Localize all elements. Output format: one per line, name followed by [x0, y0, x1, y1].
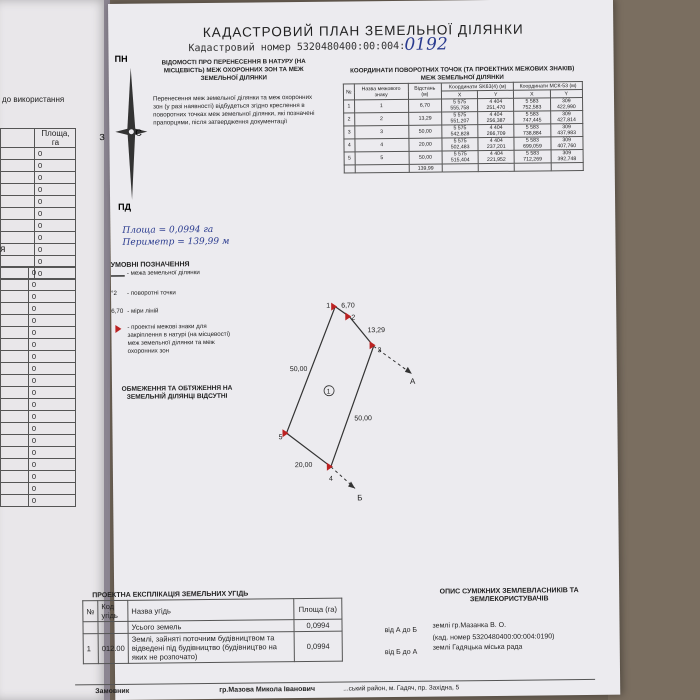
coords-cell-x1: 5 575 542,828 [442, 125, 478, 138]
left-area-value: 0 [28, 459, 75, 471]
coords-cell-x1: 5 575 515,404 [442, 151, 478, 164]
exp-row-value: 0,0994 [294, 631, 342, 662]
coords-cell-y2: 309 427,814 [550, 111, 583, 124]
legend-item-measure: - міри ліній [127, 307, 159, 315]
coords-cell-x1: 5 575 502,483 [442, 138, 478, 151]
dimension-label: 13,29 [367, 327, 386, 335]
left-area-value: 0 [28, 399, 75, 411]
point-label-1: 1 [326, 302, 331, 310]
left-area-value: 0 [28, 339, 75, 351]
page-title: КАДАСТРОВИЙ ПЛАН ЗЕМЕЛЬНОЇ ДІЛЯНКИ [202, 21, 524, 41]
exp-row-name: Землі, зайняті поточним будівництвом та відведені під будівництво (будівництво на яких не розпочато) [128, 632, 294, 664]
restrictions-text: ОБМЕЖЕННЯ ТА ОБТЯЖЕННЯ НА ЗЕМЕЛЬНІЙ ДІЛЯНЦІ ВІДСУТНІ [121, 384, 233, 401]
left-area-cell [1, 303, 29, 315]
left-area-cell [1, 435, 29, 447]
coords-total: 139,99 [409, 164, 442, 172]
left-area-cell [1, 160, 35, 172]
left-area-value: 0 [28, 279, 75, 291]
left-area-value: 0 [28, 267, 75, 279]
coords-heading: КООРДИНАТИ ПОВОРОТНИХ ТОЧОК (ТА ПРОЕКТНИХ МЕЖОВИХ ЗНАКІВ) МЕЖ ЗЕМЕЛЬНОЇ ДІЛЯНКИ [350, 65, 575, 82]
left-area-value: 0 [35, 232, 76, 244]
usage-text: до використання [2, 95, 65, 104]
left-area-cell [1, 172, 35, 184]
left-area-cell [1, 459, 29, 471]
left-area-row [1, 232, 76, 244]
left-area-value: 0 [28, 483, 75, 495]
left-area-value: 0 [28, 471, 75, 483]
left-area-row [1, 327, 76, 339]
exp-col-no: № [83, 601, 98, 622]
left-area-row [1, 471, 76, 483]
coords-cell-x2: 5 583 699,059 [514, 137, 550, 150]
cadastral-number-label: Кадастровий номер 5320480400:00:004: [188, 40, 406, 55]
coords-cell-y2: 309 437,983 [550, 124, 583, 137]
legend-symbol-point: °2 [110, 289, 117, 297]
point-label-5: 5 [278, 434, 283, 442]
parcel-plan-drawing [271, 295, 473, 507]
left-area-cell [1, 387, 29, 399]
direction-a-label: А [409, 376, 416, 386]
left-area-cell [1, 244, 35, 256]
left-area-value: 0 [35, 148, 76, 160]
left-area-row [1, 172, 76, 184]
parcel-boundary [285, 306, 375, 470]
left-area-value: 0 [35, 172, 76, 184]
compass-east: С [135, 127, 142, 138]
neighbors-title: ОПИС СУМІЖНИХ ЗЕМЛЕВЛАСНИКІВ ТА ЗЕМЛЕКОРИСТУВАЧІВ [439, 587, 579, 604]
left-area-cell [1, 184, 35, 196]
exp-col-name: Назва угідь [128, 599, 294, 622]
coords-cell-y1: 4 404 256,387 [478, 111, 514, 124]
exp-col-area: Площа (га) [294, 598, 342, 620]
table-surface [608, 0, 700, 700]
left-area-value: 0 [35, 184, 76, 196]
left-area-value: 0 [35, 244, 76, 256]
left-area-cell [1, 423, 29, 435]
boundary-line-symbol [111, 272, 125, 280]
legend-item-flag: - проектні межові знаки для закріплення в натурі (на місцевості) меж земельної ділянки та меж охоронних зон [127, 322, 231, 355]
coords-cell-sign: 3 [354, 125, 408, 139]
left-area-row [1, 375, 76, 387]
coords-cell-y2: 309 407,760 [550, 137, 583, 150]
left-area-value: 0 [28, 303, 75, 315]
footer-address: ...ський район, м. Гадяч, пр. Західна, 5 [343, 684, 460, 693]
coords-cell-y2: 309 422,990 [550, 98, 583, 111]
point-label-2: 2 [351, 314, 356, 322]
left-area-value: 0 [28, 315, 75, 327]
section-letter: я [0, 244, 6, 255]
coords-cell-sign: 1 [354, 99, 408, 113]
left-area-row [1, 447, 76, 459]
coords-col-sign: Назва межового знаку [354, 83, 408, 100]
coords-cell-x2: 5 583 752,583 [514, 98, 550, 111]
left-area-value: 0 [28, 435, 75, 447]
left-area-value: 0 [28, 327, 75, 339]
neighbor-from-3: від Б до А [384, 648, 418, 657]
dimension-label: 20,00 [294, 461, 313, 470]
left-area-cell [1, 327, 29, 339]
left-area-row [1, 339, 76, 351]
left-area-row [1, 291, 76, 303]
left-area-cell [1, 411, 29, 423]
left-area-cell [1, 208, 35, 220]
exp-col-code: Код угідь [98, 600, 128, 621]
area-text: Площа = 0,0994 га [122, 224, 214, 236]
coords-cell-x2: 5 583 738,884 [514, 124, 550, 137]
left-area-row [1, 267, 76, 279]
left-area-cell [1, 471, 29, 483]
left-area-cell [1, 351, 29, 363]
legend-item-boundary: - межа земельної ділянки [126, 269, 200, 277]
left-area-cell [1, 375, 29, 387]
left-area-row [1, 148, 76, 160]
cadastral-plan-sheet [86, 0, 620, 700]
left-area-cell [1, 196, 35, 208]
left-area-value: 0 [28, 375, 75, 387]
left-area-table-bottom [0, 266, 76, 507]
left-area-value: 0 [35, 160, 76, 172]
coords-cell-n: 5 [344, 152, 355, 165]
left-area-value: 0 [35, 196, 76, 208]
dimension-label: 50,00 [354, 415, 372, 423]
left-area-cell [1, 483, 29, 495]
coords-cell-dist: 6,70 [408, 99, 441, 112]
coords-cell-dist: 13,29 [408, 112, 441, 125]
cadastral-number-suffix: 0192 [404, 34, 448, 55]
coords-col-msk: Координати МСК-53 (м) [514, 82, 583, 91]
left-area-value: 0 [28, 363, 75, 375]
coords-col-y2: Y [550, 90, 583, 98]
left-area-value: 0 [28, 291, 75, 303]
left-area-row [1, 196, 76, 208]
transfer-text: Перенесення меж земельної ділянки та меж охоронних зон (у разі наявності) відбудеться згідно креслення в поворотних точках меж земельної ділянки, які позначені прапорцями, після затвердження документації [152, 93, 315, 127]
left-area-value: 0 [28, 423, 75, 435]
legend-item-point: - поворотні точки [126, 289, 176, 297]
left-area-row [1, 387, 76, 399]
left-area-cell [1, 363, 29, 375]
left-area-row [1, 363, 76, 375]
parcel-number: 1 [326, 388, 331, 396]
perimeter-text: Периметр = 139,99 м [122, 236, 230, 248]
coords-cell-dist: 50,00 [409, 151, 442, 164]
coords-cell-sign: 4 [355, 138, 409, 152]
left-area-row [1, 279, 76, 291]
left-area-row [1, 208, 76, 220]
left-area-cell [1, 339, 29, 351]
coords-cell-n: 2 [344, 113, 355, 126]
left-area-cell [1, 279, 29, 291]
exp-total-label: Усього земель [128, 620, 294, 634]
coords-cell-x1: 5 575 551,207 [442, 112, 478, 125]
point-label-4: 4 [328, 475, 333, 483]
coords-cell-x2: 5 583 712,269 [514, 150, 550, 163]
coords-cell-dist: 50,00 [409, 125, 442, 138]
left-area-cell [1, 495, 29, 507]
coords-col-sk63: Координати SK63(4) (м) [441, 82, 513, 91]
left-area-cell [1, 267, 29, 279]
compass-rose [111, 60, 153, 210]
left-area-cell [1, 148, 35, 160]
left-area-value: 0 [28, 495, 75, 507]
left-area-row [1, 315, 76, 327]
flag-marker-icon [113, 324, 123, 334]
left-area-value: 0 [28, 351, 75, 363]
coords-col-no: № [343, 84, 354, 100]
coords-cell-n: 3 [344, 126, 355, 139]
left-area-cell [1, 220, 35, 232]
left-area-cell [1, 232, 35, 244]
exp-total-value: 0,0994 [294, 619, 342, 632]
left-area-value: 0 [35, 220, 76, 232]
coords-col-x1: X [441, 91, 477, 99]
neighbor-text-2: (кад. номер 5320480400:00:004:0190) [432, 633, 555, 642]
footer-owner: гр.Мазова Микола Іванович [219, 685, 316, 694]
left-area-row [1, 184, 76, 196]
dimension-label: 6,70 [341, 302, 355, 310]
footer-label: Замовник [95, 687, 130, 696]
neighbor-text-1: землі гр.Мазанка В. О. [432, 621, 507, 630]
coords-cell-n: 4 [344, 139, 355, 152]
coords-cell-y1: 4 404 221,952 [478, 150, 514, 163]
coords-cell-x2: 5 583 747,445 [514, 111, 550, 124]
neighbor-text-3: землі Гадяцька міська рада [432, 643, 523, 652]
left-area-row [1, 459, 76, 471]
point-label-3: 3 [377, 347, 382, 355]
coords-table [343, 81, 584, 174]
coords-cell-y1: 4 404 266,709 [478, 124, 514, 137]
coords-col-y1: Y [478, 90, 514, 98]
left-area-table-top [0, 128, 76, 280]
left-area-value: 0 [35, 256, 76, 268]
left-area-cell [1, 399, 29, 411]
left-area-row [1, 303, 76, 315]
left-area-row [1, 244, 76, 256]
left-area-row [1, 483, 76, 495]
left-area-cell [1, 291, 29, 303]
neighbor-from-1: від А до Б [384, 626, 418, 635]
compass-north: ПН [114, 53, 128, 64]
compass-south: ПД [118, 201, 132, 212]
coords-col-x2: X [514, 90, 550, 98]
left-area-value: 0 [35, 208, 76, 220]
left-area-row [1, 220, 76, 232]
coords-cell-dist: 20,00 [409, 138, 442, 151]
left-area-value: 0 [35, 268, 76, 280]
coords-cell-y1: 4 404 237,201 [478, 137, 514, 150]
left-area-row [1, 411, 76, 423]
arrow-a-icon [405, 367, 412, 374]
left-area-row [1, 351, 76, 363]
left-area-row [1, 160, 76, 172]
coords-cell-y2: 309 392,748 [551, 150, 584, 163]
left-area-row [1, 423, 76, 435]
left-area-row [1, 435, 76, 447]
coords-cell-x1: 5 575 555,758 [442, 99, 478, 112]
coords-col-dist: Відстань (м) [408, 83, 441, 99]
dimension-label: 50,00 [289, 365, 308, 374]
left-area-cell [1, 447, 29, 459]
explication-title: ПРОЕКТНА ЕКСПЛІКАЦІЯ ЗЕМЕЛЬНИХ УГІДЬ [92, 590, 249, 600]
left-area-cell [1, 315, 29, 327]
footer-rule [75, 679, 595, 685]
legend-title: УМОВНІ ПОЗНАЧЕННЯ [110, 261, 190, 269]
exp-row-code: 012.00 [98, 633, 128, 663]
left-area-row [1, 495, 76, 507]
compass-west: З [99, 132, 105, 143]
coords-cell-sign: 5 [355, 151, 409, 165]
direction-b-label: Б [357, 493, 363, 503]
left-area-value: 0 [28, 411, 75, 423]
coords-cell-n: 1 [344, 100, 355, 113]
coords-cell-sign: 2 [354, 112, 408, 126]
explication-table: № Код угідь Назва угідь Площа (га) Усього земель 0,0994 1 012.00 Землі, зайняті поточним будівництвом та відведені під будівництво (будівництво на яких не розпочато) 0,0994 [82, 598, 343, 665]
legend-symbol-measure: 6,70 [111, 307, 124, 315]
left-area-value: 0 [28, 387, 75, 399]
left-area-value: 0 [28, 447, 75, 459]
area-header: Площа, га [35, 129, 76, 148]
left-area-row [1, 399, 76, 411]
transfer-heading: ВІДОМОСТІ ПРО ПЕРЕНЕСЕННЯ В НАТУРУ (НА МІСЦЕВІСТЬ) МЕЖ ОХОРОННИХ ЗОН ТА МЕЖ ЗЕМЕЛЬНОЇ ДІЛЯНКИ [161, 57, 306, 83]
coords-cell-y1: 4 404 251,470 [478, 98, 514, 111]
